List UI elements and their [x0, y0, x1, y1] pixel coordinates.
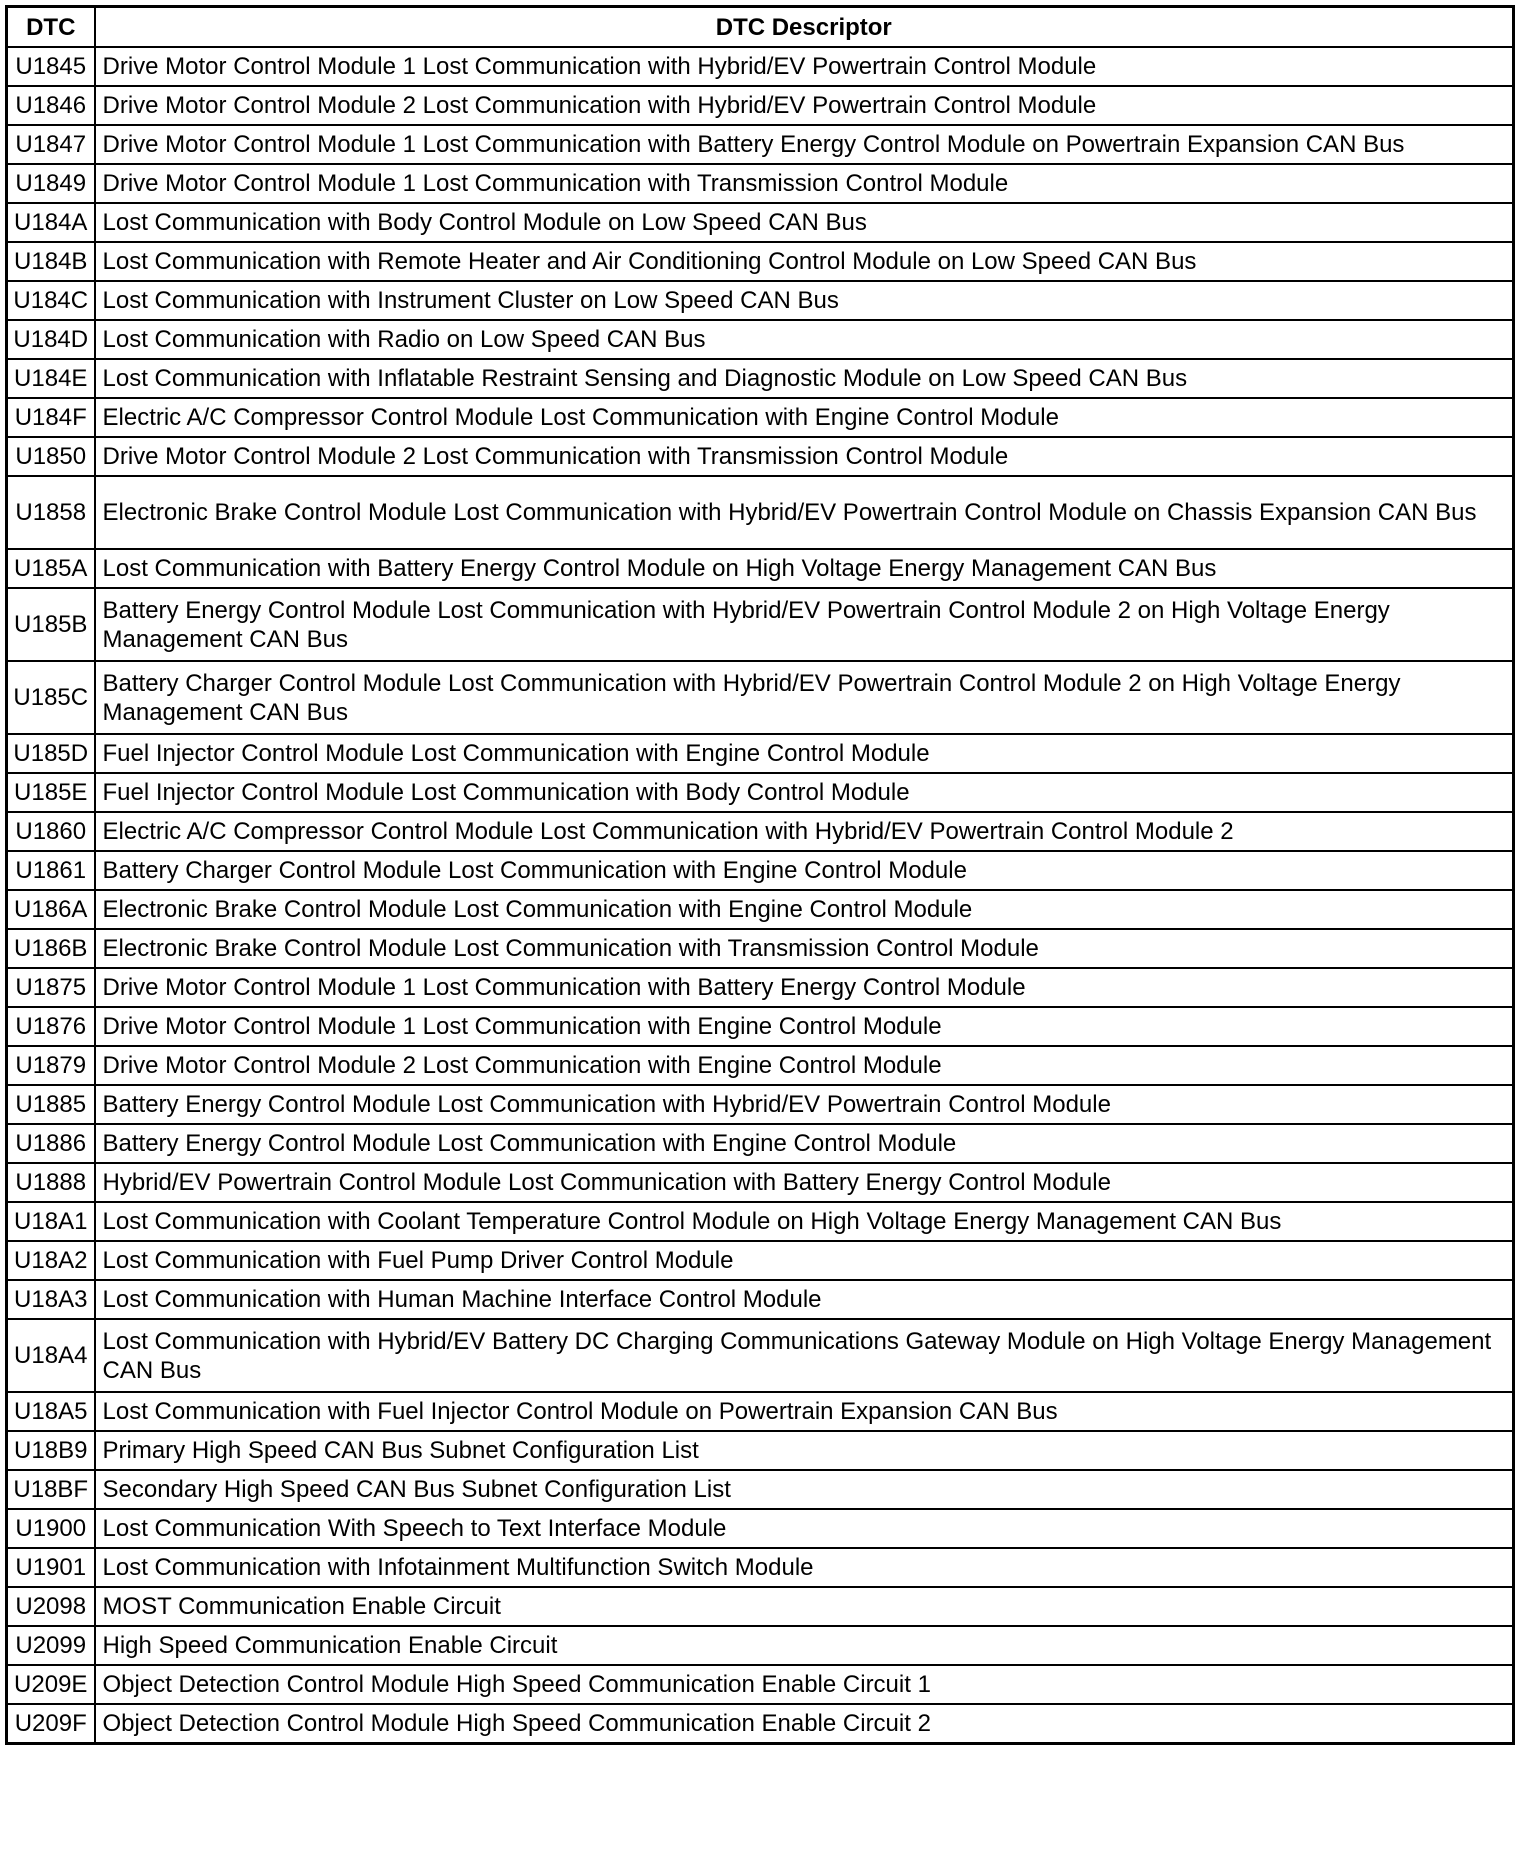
dtc-description-cell: Lost Communication with Human Machine Interface Control Module	[95, 1280, 1514, 1319]
dtc-description-cell: Fuel Injector Control Module Lost Communication with Body Control Module	[95, 773, 1514, 812]
dtc-description-cell: Lost Communication with Remote Heater and Air Conditioning Control Module on Low Speed CAN Bus	[95, 242, 1514, 281]
dtc-description-cell: MOST Communication Enable Circuit	[95, 1587, 1514, 1626]
dtc-code-cell: U186A	[7, 890, 95, 929]
dtc-description-cell: Secondary High Speed CAN Bus Subnet Configuration List	[95, 1470, 1514, 1509]
dtc-description-cell: Drive Motor Control Module 1 Lost Communication with Transmission Control Module	[95, 164, 1514, 203]
table-row	[7, 203, 1514, 242]
dtc-description-cell: High Speed Communication Enable Circuit	[95, 1626, 1514, 1665]
dtc-code-cell: U1849	[7, 164, 95, 203]
dtc-description-cell: Battery Charger Control Module Lost Communication with Hybrid/EV Powertrain Control Module 2 on High Voltage Energy Management CAN Bus	[95, 661, 1514, 734]
table-row	[7, 1202, 1514, 1241]
table-row	[7, 890, 1514, 929]
table-row	[7, 1548, 1514, 1587]
dtc-description-cell: Battery Energy Control Module Lost Communication with Hybrid/EV Powertrain Control Module	[95, 1085, 1514, 1124]
table-row	[7, 1626, 1514, 1665]
dtc-description-cell: Hybrid/EV Powertrain Control Module Lost Communication with Battery Energy Control Module	[95, 1163, 1514, 1202]
dtc-code-cell: U2098	[7, 1587, 95, 1626]
dtc-description-cell: Battery Energy Control Module Lost Communication with Engine Control Module	[95, 1124, 1514, 1163]
table-row	[7, 398, 1514, 437]
dtc-description-cell: Primary High Speed CAN Bus Subnet Configuration List	[95, 1431, 1514, 1470]
dtc-code-cell: U18A4	[7, 1319, 95, 1392]
dtc-code-cell: U18A1	[7, 1202, 95, 1241]
table-row	[7, 1587, 1514, 1626]
dtc-code-cell: U184D	[7, 320, 95, 359]
dtc-code-cell: U1879	[7, 1046, 95, 1085]
table-row	[7, 1431, 1514, 1470]
dtc-code-cell: U1885	[7, 1085, 95, 1124]
dtc-description-cell: Lost Communication with Battery Energy Control Module on High Voltage Energy Management CAN Bus	[95, 549, 1514, 588]
header-row	[7, 7, 1514, 48]
table-row	[7, 851, 1514, 890]
dtc-description-cell: Lost Communication With Speech to Text Interface Module	[95, 1509, 1514, 1548]
table-row	[7, 812, 1514, 851]
dtc-description-cell: Electronic Brake Control Module Lost Communication with Engine Control Module	[95, 890, 1514, 929]
dtc-description-cell: Drive Motor Control Module 2 Lost Communication with Hybrid/EV Powertrain Control Module	[95, 86, 1514, 125]
dtc-description-cell: Electric A/C Compressor Control Module Lost Communication with Engine Control Module	[95, 398, 1514, 437]
dtc-description-cell: Lost Communication with Radio on Low Speed CAN Bus	[95, 320, 1514, 359]
dtc-code-cell: U209F	[7, 1704, 95, 1744]
table-row	[7, 1280, 1514, 1319]
table-row	[7, 359, 1514, 398]
dtc-description-cell: Lost Communication with Instrument Cluster on Low Speed CAN Bus	[95, 281, 1514, 320]
dtc-code-cell: U209E	[7, 1665, 95, 1704]
dtc-code-cell: U185C	[7, 661, 95, 734]
table-row	[7, 125, 1514, 164]
dtc-code-cell: U1847	[7, 125, 95, 164]
dtc-code-cell: U185A	[7, 549, 95, 588]
dtc-description-cell: Object Detection Control Module High Speed Communication Enable Circuit 2	[95, 1704, 1514, 1744]
dtc-description-cell: Fuel Injector Control Module Lost Communication with Engine Control Module	[95, 734, 1514, 773]
table-row	[7, 1163, 1514, 1202]
table-row	[7, 734, 1514, 773]
dtc-code-cell: U1900	[7, 1509, 95, 1548]
dtc-code-cell: U1858	[7, 476, 95, 549]
dtc-description-cell: Lost Communication with Fuel Pump Driver Control Module	[95, 1241, 1514, 1280]
dtc-code-cell: U1861	[7, 851, 95, 890]
dtc-description-cell: Electric A/C Compressor Control Module Lost Communication with Hybrid/EV Powertrain Control Module 2	[95, 812, 1514, 851]
table-row	[7, 1007, 1514, 1046]
dtc-code-cell: U1901	[7, 1548, 95, 1587]
dtc-code-cell: U184A	[7, 203, 95, 242]
dtc-description-cell: Battery Energy Control Module Lost Communication with Hybrid/EV Powertrain Control Module 2 on High Voltage Energy Management CAN Bus	[95, 588, 1514, 661]
dtc-code-cell: U185B	[7, 588, 95, 661]
dtc-description-cell: Drive Motor Control Module 2 Lost Communication with Transmission Control Module	[95, 437, 1514, 476]
table-row	[7, 1241, 1514, 1280]
table-row	[7, 476, 1514, 549]
table-row	[7, 549, 1514, 588]
dtc-description-cell: Lost Communication with Coolant Temperature Control Module on High Voltage Energy Management CAN Bus	[95, 1202, 1514, 1241]
table-row	[7, 1665, 1514, 1704]
dtc-code-cell: U1846	[7, 86, 95, 125]
table-row	[7, 164, 1514, 203]
table-row	[7, 661, 1514, 734]
dtc-description-cell: Electronic Brake Control Module Lost Communication with Transmission Control Module	[95, 929, 1514, 968]
dtc-code-cell: U184B	[7, 242, 95, 281]
dtc-code-cell: U1876	[7, 1007, 95, 1046]
header-dtc: DTC	[7, 7, 95, 48]
table-row	[7, 1470, 1514, 1509]
table-row	[7, 1392, 1514, 1431]
dtc-code-cell: U185D	[7, 734, 95, 773]
header-dtc-descriptor: DTC Descriptor	[95, 7, 1514, 48]
dtc-table	[5, 5, 1515, 1745]
table-row	[7, 968, 1514, 1007]
dtc-description-cell: Drive Motor Control Module 1 Lost Communication with Engine Control Module	[95, 1007, 1514, 1046]
dtc-code-cell: U1850	[7, 437, 95, 476]
table-row	[7, 1509, 1514, 1548]
dtc-description-cell: Electronic Brake Control Module Lost Communication with Hybrid/EV Powertrain Control Module on Chassis Expansion CAN Bus	[95, 476, 1514, 549]
dtc-code-cell: U18A3	[7, 1280, 95, 1319]
table-row	[7, 773, 1514, 812]
dtc-description-cell: Lost Communication with Body Control Module on Low Speed CAN Bus	[95, 203, 1514, 242]
dtc-code-cell: U18A5	[7, 1392, 95, 1431]
table-row	[7, 929, 1514, 968]
table-row	[7, 281, 1514, 320]
dtc-description-cell: Object Detection Control Module High Speed Communication Enable Circuit 1	[95, 1665, 1514, 1704]
table-row	[7, 1046, 1514, 1085]
dtc-code-cell: U1875	[7, 968, 95, 1007]
dtc-code-cell: U1860	[7, 812, 95, 851]
table-row	[7, 437, 1514, 476]
dtc-code-cell: U18B9	[7, 1431, 95, 1470]
table-row	[7, 242, 1514, 281]
table-row	[7, 1704, 1514, 1744]
dtc-code-cell: U184E	[7, 359, 95, 398]
dtc-description-cell: Drive Motor Control Module 2 Lost Communication with Engine Control Module	[95, 1046, 1514, 1085]
dtc-code-cell: U184C	[7, 281, 95, 320]
table-row	[7, 47, 1514, 86]
dtc-code-cell: U18BF	[7, 1470, 95, 1509]
dtc-code-cell: U1845	[7, 47, 95, 86]
dtc-code-cell: U184F	[7, 398, 95, 437]
dtc-description-cell: Battery Charger Control Module Lost Communication with Engine Control Module	[95, 851, 1514, 890]
table-row	[7, 320, 1514, 359]
dtc-code-cell: U1888	[7, 1163, 95, 1202]
dtc-description-cell: Drive Motor Control Module 1 Lost Communication with Hybrid/EV Powertrain Control Module	[95, 47, 1514, 86]
table-row	[7, 1319, 1514, 1392]
table-row	[7, 588, 1514, 661]
dtc-code-cell: U2099	[7, 1626, 95, 1665]
table-row	[7, 1124, 1514, 1163]
table-row	[7, 86, 1514, 125]
dtc-description-cell: Drive Motor Control Module 1 Lost Communication with Battery Energy Control Module on Powertrain Expansion CAN Bus	[95, 125, 1514, 164]
table-row	[7, 1085, 1514, 1124]
dtc-description-cell: Lost Communication with Infotainment Multifunction Switch Module	[95, 1548, 1514, 1587]
table-body	[7, 47, 1514, 1744]
dtc-code-cell: U18A2	[7, 1241, 95, 1280]
dtc-description-cell: Drive Motor Control Module 1 Lost Communication with Battery Energy Control Module	[95, 968, 1514, 1007]
dtc-code-cell: U186B	[7, 929, 95, 968]
dtc-code-cell: U1886	[7, 1124, 95, 1163]
dtc-description-cell: Lost Communication with Inflatable Restraint Sensing and Diagnostic Module on Low Speed CAN Bus	[95, 359, 1514, 398]
dtc-description-cell: Lost Communication with Hybrid/EV Battery DC Charging Communications Gateway Module on High Voltage Energy Management CAN Bus	[95, 1319, 1514, 1392]
dtc-description-cell: Lost Communication with Fuel Injector Control Module on Powertrain Expansion CAN Bus	[95, 1392, 1514, 1431]
dtc-code-cell: U185E	[7, 773, 95, 812]
